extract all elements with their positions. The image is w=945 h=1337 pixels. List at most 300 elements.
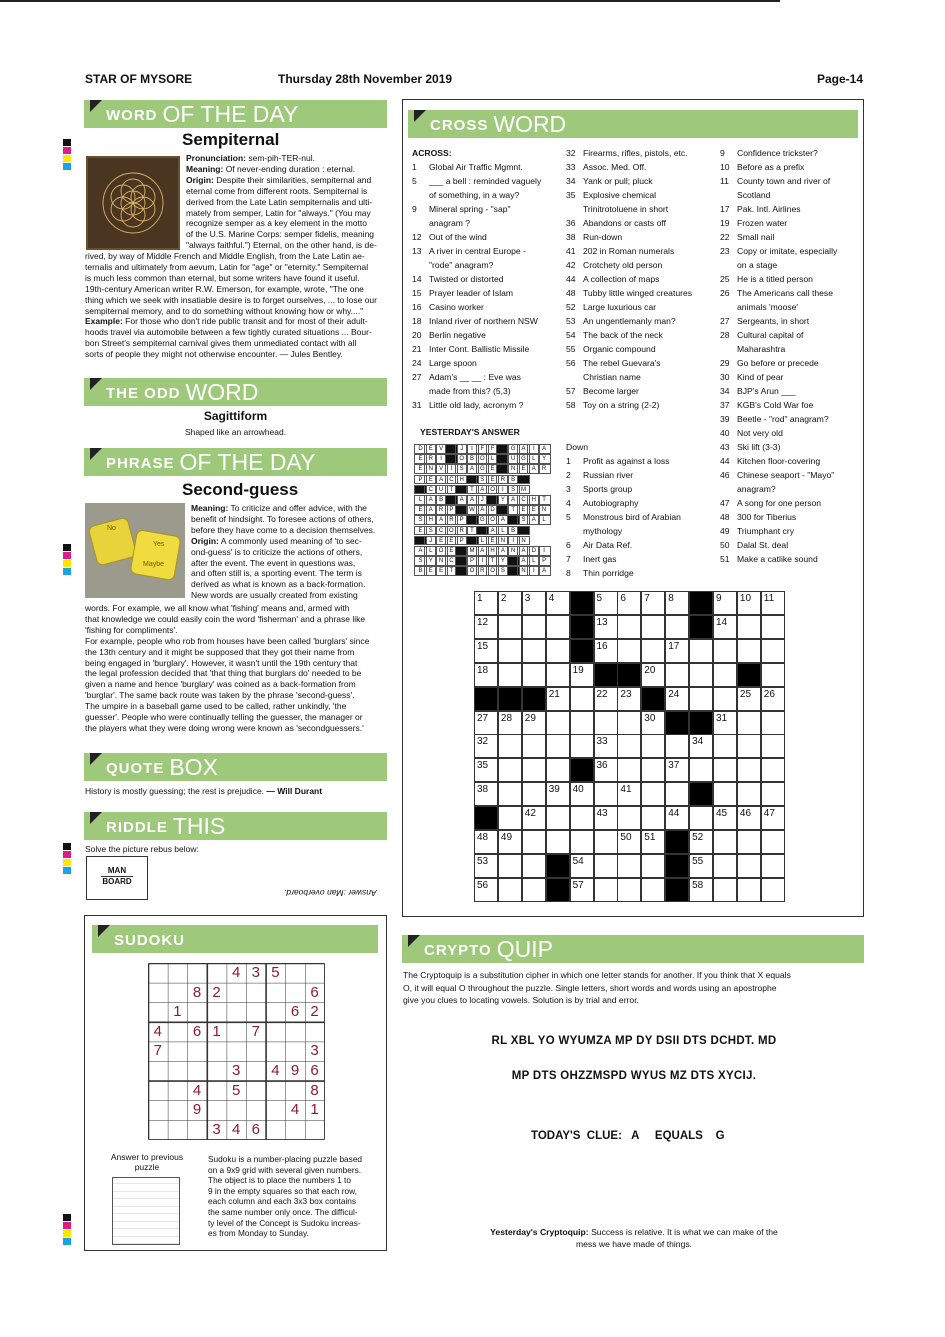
grid-cell[interactable] [641,854,665,878]
sudoku-cell[interactable] [226,1022,246,1042]
yesterday-cell: S [455,464,468,474]
grid-cell[interactable] [641,806,665,830]
clue: 44 A collection of maps [566,274,660,284]
grid-cell[interactable] [498,878,522,902]
grid-cell[interactable] [761,758,785,782]
grid-block [665,830,689,854]
grid-cell[interactable] [617,711,641,735]
sudoku-cell: 6 [290,1003,300,1021]
grid-cell[interactable]: 3 [522,591,546,615]
grid-block [737,663,761,687]
sudoku-cell[interactable] [187,1061,207,1081]
yesterday-cell: R [435,505,448,515]
yesterday-cell: R [445,515,458,525]
grid-cell[interactable]: 18 [474,663,498,687]
grid-cell[interactable] [617,806,641,830]
sudoku-cell: 5 [232,1081,241,1099]
yesterday-cell: G [507,444,520,454]
yesterday-cell: G [517,454,530,464]
grid-cell[interactable]: 45 [713,806,737,830]
grid-cell[interactable]: 43 [594,806,618,830]
yesterday-cell: N [507,464,520,474]
sudoku-cell: 4 [153,1022,162,1040]
clue: 13 A river in central Europe - [412,246,526,256]
clue: 2 Russian river [566,470,634,480]
grid-cell[interactable] [498,734,522,758]
sudoku-cell[interactable] [226,1002,246,1022]
grid-cell[interactable]: 38 [474,782,498,806]
grid-cell[interactable]: 7 [641,591,665,615]
sudoku-cell[interactable] [246,1002,266,1022]
sudoku-cell: 6 [251,1120,260,1138]
sudoku-cell: 7 [251,1022,260,1040]
grid-cell[interactable] [761,782,785,806]
grid-cell[interactable]: 57 [570,878,594,902]
grid-cell[interactable] [570,711,594,735]
grid-cell[interactable] [713,854,737,878]
sudoku-cell[interactable] [148,1100,168,1120]
grid-cell[interactable] [761,639,785,663]
grid-cell[interactable] [617,734,641,758]
grid-cell[interactable]: 21 [546,687,570,711]
clue: 27 Sergeants, in short [720,316,810,326]
sudoku-cell[interactable] [226,1041,246,1061]
grid-cell[interactable] [546,758,570,782]
grid-cell[interactable] [737,615,761,639]
grid-cell[interactable] [594,878,618,902]
grid-cell[interactable] [522,854,546,878]
grid-cell[interactable] [665,782,689,806]
grid-cell[interactable]: 10 [737,591,761,615]
clue: 23 Copy or imitate, especially [720,246,838,256]
yesterday-cell: B [507,475,520,485]
sudoku-cell[interactable] [285,1081,305,1101]
grid-cell[interactable] [761,615,785,639]
grid-cell[interactable]: 23 [617,687,641,711]
clue: 20 Berlin negative [412,330,486,340]
grid-cell[interactable] [546,615,570,639]
grid-cell[interactable]: 40 [570,782,594,806]
grid-cell[interactable] [522,663,546,687]
grid-cell[interactable]: 55 [689,854,713,878]
yesterday-cell: A [414,546,427,556]
grid-cell[interactable] [761,854,785,878]
yesterday-cell: S [414,515,427,525]
grid-cell[interactable] [641,615,665,639]
grid-cell[interactable] [522,830,546,854]
yesterday-cell: D [414,444,427,454]
grid-cell[interactable] [570,806,594,830]
grid-cell[interactable]: 27 [474,711,498,735]
yesterday-cell: F [476,444,489,454]
grid-cell[interactable]: 58 [689,878,713,902]
clue: 21 Inter Cont. Ballistic Missile [412,344,530,354]
grid-cell[interactable]: 28 [498,711,522,735]
cryptoquip-band: CRYPTO QUIP [402,935,864,963]
grid-cell[interactable]: 51 [641,830,665,854]
sudoku-cell[interactable] [207,1100,227,1120]
grid-cell[interactable] [641,639,665,663]
grid-cell[interactable] [689,639,713,663]
grid-cell[interactable] [522,639,546,663]
grid-cell[interactable]: 42 [522,806,546,830]
sudoku-cell[interactable] [285,1120,305,1140]
grid-cell[interactable]: 52 [689,830,713,854]
grid-cell[interactable] [546,711,570,735]
grid-block [617,663,641,687]
yesterday-label: YESTERDAY'S ANSWER [420,427,520,437]
yesterday-cell: N [424,464,437,474]
clue: 14 Twisted or distorted [412,274,504,284]
cryptoquip-yesterday: Yesterday's Cryptoquip: Success is relative. It is what we can make of the mess we have made of things. [490,1227,778,1249]
clue: 6 Air Data Ref. [566,540,633,550]
yesterday-cell: E [414,505,427,515]
sudoku-cell[interactable] [266,1100,286,1120]
sudoku-cell: 3 [212,1120,221,1138]
yesterday-cell: T [466,485,479,495]
grid-cell[interactable] [546,806,570,830]
grid-cell[interactable]: 44 [665,806,689,830]
clue: 56 The rebel Guevara's [566,358,661,368]
yesterday-cell: T [507,505,520,515]
sudoku-cell[interactable] [246,1081,266,1101]
yesterday-cell: G [476,515,489,525]
clue: 15 Prayer leader of Islam [412,288,514,298]
sudoku-cell[interactable] [168,1120,188,1140]
sudoku-cell[interactable] [226,1100,246,1120]
grid-cell[interactable] [737,758,761,782]
phrase-body: words. For example, we all know what 'fishing' means and, armed with that knowledge we could easily coin the word 'fisherman' and a phrase like 'fishing for compliments'. For example, people who rob from houses have been called 'burglars' since the 13th century and it might be supposed that they got their name from being engaged in 'burglary'. However, it wasn't until the 19th century that the legal profession decided that 'that thing that burglars do' needed to be given a name and hence 'burglary' was coined as a back-formation from 'burglar'. The same back route was taken by the phrase 'second-guess'. The umpire in a baseball game used to be called, rather unkindly, 'the guesser'. People who were continually telling the guesser, the manager or the players what they were doing wrong were known as 'secondguessers.' [85,603,370,733]
yesterday-cell: P [466,556,479,566]
sudoku-cell: 8 [192,983,202,1001]
grid-cell[interactable]: 36 [594,758,618,782]
grid-cell[interactable] [713,830,737,854]
grid-cell[interactable] [761,663,785,687]
sudoku-cell[interactable] [285,983,305,1003]
sudoku-cell[interactable] [148,1002,168,1022]
grid-cell[interactable]: 32 [474,734,498,758]
down-clues-1 [566,454,681,580]
grid-cell[interactable] [641,734,665,758]
sudoku-cell[interactable] [168,1022,188,1042]
grid-cell[interactable] [761,830,785,854]
grid-cell[interactable]: 35 [474,758,498,782]
yesterday-cell: V [435,464,448,474]
grid-cell[interactable]: 41 [617,782,641,806]
yesterday-cell: A [517,546,530,556]
grid-cell[interactable] [713,663,737,687]
yesterday-cell: I [496,485,509,495]
grid-cell[interactable]: 47 [761,806,785,830]
grid-cell[interactable]: 53 [474,854,498,878]
sudoku-cell[interactable] [246,1100,266,1120]
grid-cell[interactable] [617,615,641,639]
sudoku-cell[interactable] [266,1120,286,1140]
yesterday-cell: O [476,454,489,464]
yesterday-cell: Y [424,556,437,566]
yesterday-grid [414,444,549,577]
yesterday-cell: P [414,475,427,485]
grid-cell[interactable] [522,878,546,902]
yesterday-cell: I [527,566,540,576]
grid-cell[interactable]: 2 [498,591,522,615]
grid-cell[interactable] [546,830,570,854]
yesterday-cell: S [476,475,489,485]
grid-cell[interactable]: 19 [570,663,594,687]
page-number: Page-14 [817,72,864,86]
grid-cell[interactable]: 50 [617,830,641,854]
clue: 34 Yank or pull; pluck [566,176,653,186]
sudoku-cell[interactable] [246,1061,266,1081]
sudoku-cell[interactable] [305,1120,325,1140]
grid-cell[interactable] [546,639,570,663]
grid-cell[interactable]: 39 [546,782,570,806]
sudoku-cell[interactable] [246,983,266,1003]
grid-cell[interactable]: 17 [665,639,689,663]
sudoku-cell[interactable] [285,1041,305,1061]
yesterday-cell: Y [496,556,509,566]
grid-cell[interactable] [617,878,641,902]
sudoku-grid [148,963,325,1140]
yesterday-cell: R [455,526,468,536]
sudoku-cell[interactable] [168,1061,188,1081]
grid-cell[interactable] [761,711,785,735]
sudoku-prev-label: Answer to previous puzzle [110,1152,184,1172]
grid-cell[interactable] [498,782,522,806]
grid-cell[interactable] [737,830,761,854]
grid-cell[interactable]: 11 [761,591,785,615]
grid-cell[interactable]: 6 [617,591,641,615]
clue: Scotland [737,190,771,200]
grid-cell[interactable]: 14 [713,615,737,639]
grid-cell[interactable] [713,782,737,806]
yesterday-cell: Y [496,495,509,505]
grid-cell[interactable]: 24 [665,687,689,711]
grid-cell[interactable] [689,687,713,711]
grid-cell[interactable]: 20 [641,663,665,687]
sudoku-cell[interactable] [168,963,188,983]
yesterday-cell: E [435,536,448,546]
yesterday-cell: W [466,505,479,515]
yesterday-cell: E [414,464,427,474]
sudoku-cell[interactable] [305,963,325,983]
sudoku-cell[interactable] [207,1061,227,1081]
sudoku-cell[interactable] [266,983,286,1003]
clue: 39 Beetle - "rod" anagram? [720,414,829,424]
grid-block [570,758,594,782]
yesterday-cell: E [424,475,437,485]
grid-cell[interactable] [641,758,665,782]
grid-cell[interactable] [737,878,761,902]
grid-cell[interactable]: 16 [594,639,618,663]
grid-cell[interactable] [594,854,618,878]
sudoku-cell[interactable] [266,1081,286,1101]
sudoku-cell[interactable] [226,983,246,1003]
grid-cell[interactable] [617,854,641,878]
grid-cell[interactable]: 15 [474,639,498,663]
grid-cell[interactable]: 5 [594,591,618,615]
grid-cell[interactable] [498,806,522,830]
grid-block [689,711,713,735]
grid-cell[interactable] [737,734,761,758]
clue: animals 'moose' [737,302,799,312]
cryptoquip-intro: The Cryptoquip is a substitution cipher in which one letter stands for another. If you think that X equals O, it will equal O throughout the puzzle. Single letters, short words and words using an apostrophe give you clues to locating vowels. Solution is by trial and error. [403,970,791,1006]
grid-cell[interactable]: 34 [689,734,713,758]
sudoku-cell[interactable] [266,1022,286,1042]
sudoku-cell[interactable] [168,1041,188,1061]
clue: 47 A song for one person [720,498,822,508]
clue: 30 Kind of pear [720,372,784,382]
grid-cell[interactable] [641,878,665,902]
grid-cell[interactable] [522,758,546,782]
grid-cell[interactable] [570,830,594,854]
sudoku-cell[interactable] [168,1081,188,1101]
grid-cell[interactable]: 25 [737,687,761,711]
quote-band: QUOTE BOX [84,753,387,781]
grid-cell[interactable]: 54 [570,854,594,878]
grid-cell[interactable]: 22 [594,687,618,711]
yesterday-cell: L [538,515,551,525]
grid-cell[interactable]: 1 [474,591,498,615]
grid-cell[interactable] [570,687,594,711]
grid-cell[interactable]: 12 [474,615,498,639]
grid-cell[interactable] [641,782,665,806]
sudoku-cell[interactable] [148,1081,168,1101]
yesterday-cell: A [476,485,489,495]
clue: 38 Run-down [566,232,623,242]
grid-cell[interactable] [522,615,546,639]
grid-cell[interactable]: 37 [665,758,689,782]
clue: 46 Chinese seaport - "Mayo" [720,470,835,480]
clue: 12 Out of the wind [412,232,487,242]
grid-cell[interactable]: 33 [594,734,618,758]
yesterday-cell: J [455,444,468,454]
grid-cell[interactable]: 49 [498,830,522,854]
sudoku-cell[interactable] [168,1100,188,1120]
grid-cell[interactable]: 13 [594,615,618,639]
grid-cell[interactable] [689,806,713,830]
grid-cell[interactable] [713,878,737,902]
sudoku-cell[interactable] [207,963,227,983]
grid-cell[interactable] [713,758,737,782]
yesterday-cell: E [517,464,530,474]
grid-cell[interactable] [522,782,546,806]
sudoku-cell[interactable] [187,1120,207,1140]
grid-cell[interactable] [737,639,761,663]
grid-cell[interactable] [737,854,761,878]
grid-cell[interactable] [546,663,570,687]
grid-cell[interactable] [498,854,522,878]
grid-cell[interactable] [713,639,737,663]
grid-cell[interactable] [665,615,689,639]
grid-cell[interactable]: 30 [641,711,665,735]
sudoku-cell[interactable] [207,1081,227,1101]
grid-cell[interactable] [594,711,618,735]
sudoku-cell[interactable] [148,983,168,1003]
grid-cell[interactable] [665,663,689,687]
clue: 32 Firearms, rifles, pistols, etc. [566,148,688,158]
yesterday-cell: M [517,485,530,495]
grid-cell[interactable] [522,734,546,758]
grid-cell[interactable]: 31 [713,711,737,735]
sudoku-cell: 2 [310,1003,319,1021]
yesterday-cell: S [517,515,530,525]
sudoku-cell[interactable] [148,963,168,983]
grid-cell[interactable] [737,782,761,806]
grid-cell[interactable] [761,734,785,758]
sudoku-cell[interactable] [187,1002,207,1022]
clue: 9 Confidence trickster? [720,148,818,158]
grid-cell[interactable] [617,758,641,782]
sudoku-cell[interactable] [207,1002,227,1022]
grid-cell[interactable]: 48 [474,830,498,854]
sudoku-cell[interactable] [207,1041,227,1061]
grid-cell[interactable] [498,663,522,687]
rebus-box: MAN BOARD [86,856,148,900]
sudoku-cell[interactable] [305,1022,325,1042]
grid-cell[interactable] [546,734,570,758]
grid-cell[interactable]: 26 [761,687,785,711]
grid-cell[interactable] [761,878,785,902]
sudoku-cell[interactable] [285,1022,305,1042]
yesterday-cell: A [435,515,448,525]
grid-cell[interactable]: 56 [474,878,498,902]
grid-cell[interactable] [713,687,737,711]
sudoku-cell[interactable] [266,1002,286,1022]
yesterday-cell: B [507,526,520,536]
phrase-def-block: Meaning: To criticize and offer advice, with the benefit of hindsight. To foresee actions of others, before they have come to a decision themselves. Origin: A commonly used meaning of 'to sec- ond-guess' is to criticize the actions of others, after the event. The event in questions was, and often still is, a sporting event. The term is derived as what is known as a back-formation. New words are usually created from existing [191,503,376,601]
grid-cell[interactable] [594,782,618,806]
sudoku-cell[interactable] [187,963,207,983]
grid-cell[interactable]: 29 [522,711,546,735]
grid-cell[interactable] [617,639,641,663]
grid-cell[interactable]: 4 [546,591,570,615]
grid-cell[interactable] [570,734,594,758]
sudoku-cell[interactable] [285,963,305,983]
yesterday-cell: A [466,495,479,505]
grid-cell[interactable] [594,830,618,854]
grid-cell[interactable] [498,758,522,782]
sudoku-prev-solution [112,1177,180,1245]
yesterday-cell: A [538,444,551,454]
clue: 19 Frozen water [720,218,788,228]
grid-cell[interactable] [665,734,689,758]
grid-cell[interactable]: 8 [665,591,689,615]
clue: 37 KGB's Cold War foe [720,400,814,410]
grid-cell[interactable] [498,639,522,663]
grid-cell[interactable] [498,615,522,639]
yesterday-cell: A [517,556,530,566]
sudoku-cell[interactable] [246,1041,266,1061]
clue: 42 Crotchety old person [566,260,663,270]
yesterday-cell: S [507,485,520,495]
grid-block [689,615,713,639]
grid-cell[interactable] [713,734,737,758]
grid-cell[interactable] [689,758,713,782]
sudoku-cell[interactable] [266,1041,286,1061]
grid-cell[interactable]: 46 [737,806,761,830]
grid-cell[interactable]: 9 [713,591,737,615]
yesterday-cell: E [486,464,499,474]
yesterday-cell: N [517,566,530,576]
yesterday-cell: A [435,475,448,485]
sudoku-cell[interactable] [168,983,188,1003]
sudoku-cell[interactable] [148,1120,168,1140]
sudoku-cell[interactable] [148,1061,168,1081]
grid-cell[interactable] [737,711,761,735]
grid-cell[interactable] [689,663,713,687]
sudoku-cell[interactable] [187,1041,207,1061]
